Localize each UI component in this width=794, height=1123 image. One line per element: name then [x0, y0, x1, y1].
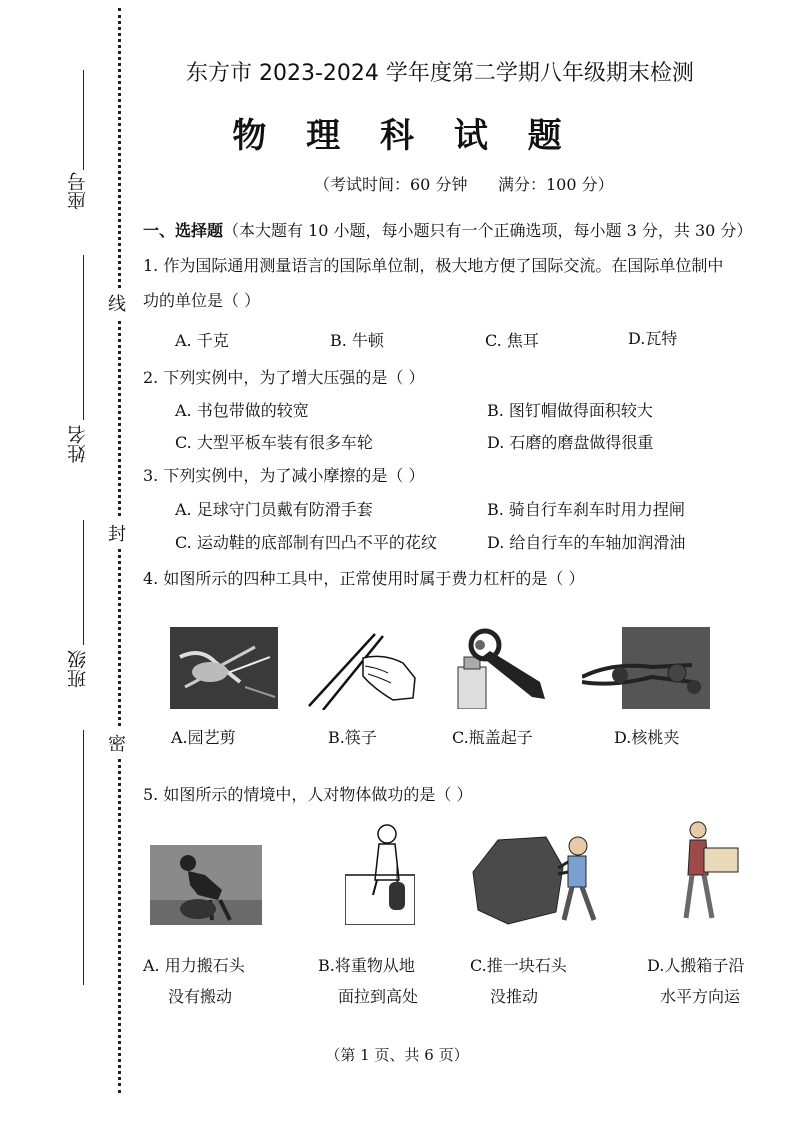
q3-option-c: C. 运动鞋的底部制有凹凸不平的花纹	[175, 533, 437, 552]
q5-caption-c-line1: C.推一块石头	[470, 956, 567, 975]
garden-shears-figure	[170, 627, 278, 709]
class-blank-line	[83, 520, 84, 645]
page-footer: （第 1 页、共 6 页）	[325, 1046, 469, 1064]
number-blank-line	[83, 730, 84, 985]
q2-option-a: A. 书包带做的较宽	[175, 401, 309, 420]
q2-option-d: D. 石磨的磨盘做得很重	[487, 433, 654, 452]
exam-title: 东方市 2023-2024 学年度第二学期八年级期末检测	[186, 61, 694, 86]
q3-option-d: D. 给自行车的车轴加润滑油	[487, 533, 686, 552]
binding-dotted-line	[118, 8, 121, 1093]
q5-caption-c-line2: 没推动	[490, 987, 539, 1006]
seal-line-mark: 线	[108, 288, 126, 318]
push-stone-figure	[468, 832, 604, 927]
section-title: 一、选择题	[143, 221, 224, 240]
name-blank-line	[83, 255, 84, 420]
seal-seal-mark: 封	[108, 518, 126, 548]
subject-title: 物 理 科 试 题	[232, 116, 576, 156]
q2-option-c: C. 大型平板车装有很多车轮	[175, 433, 373, 452]
q4-caption-b: B.筷子	[328, 728, 377, 747]
seat-label: 座号	[67, 172, 89, 210]
q1-option-d: D.瓦特	[628, 329, 678, 348]
q3-option-a: A. 足球守门员戴有防滑手套	[175, 500, 373, 519]
q2-stem: 2. 下列实例中，为了增大压强的是（ ）	[143, 368, 425, 387]
class-label: 班级	[67, 650, 89, 688]
q3-stem: 3. 下列实例中，为了减小摩擦的是（ ）	[143, 466, 425, 485]
name-label: 姓名	[67, 425, 89, 463]
lift-stone-figure	[150, 845, 262, 925]
q4-caption-a: A.园艺剪	[171, 728, 236, 747]
q5-caption-d-line1: D.人搬箱子沿	[647, 956, 745, 975]
q1-stem-line2: 功的单位是（ ）	[143, 291, 261, 310]
q5-stem: 5. 如图所示的情境中，人对物体做功的是（ ）	[143, 785, 473, 804]
q1-stem-line1: 1. 作为国际通用测量语言的国际单位制，极大地方便了国际交流。在国际单位制中	[143, 256, 724, 275]
q5-caption-d-line2: 水平方向运	[660, 987, 741, 1006]
q2-option-b: B. 图钉帽做得面积较大	[487, 401, 653, 420]
seal-close-mark: 密	[108, 728, 126, 758]
q5-caption-a-line2: 没有搬动	[168, 987, 233, 1006]
exam-info: （考试时间：60 分钟 满分：100 分）	[314, 175, 614, 194]
pull-weight-figure	[345, 820, 415, 925]
section-heading	[143, 218, 752, 241]
q1-option-a: A. 千克	[175, 331, 229, 350]
chopsticks-figure	[303, 628, 418, 710]
q4-stem: 4. 如图所示的四种工具中，正常使用时属于费力杠杆的是（ ）	[143, 569, 585, 588]
q5-caption-a-line1: A. 用力搬石头	[143, 956, 245, 975]
q1-option-b: B. 牛顿	[330, 331, 384, 350]
nutcracker-figure	[582, 627, 710, 709]
q5-caption-b-line1: B.将重物从地	[318, 956, 415, 975]
q3-option-b: B. 骑自行车刹车时用力捏闸	[487, 500, 685, 519]
bottle-opener-figure	[440, 627, 550, 709]
q1-option-c: C. 焦耳	[485, 331, 539, 350]
q4-caption-d: D.核桃夹	[614, 728, 680, 747]
q4-caption-c: C.瓶盖起子	[452, 728, 533, 747]
carry-box-figure	[676, 820, 746, 925]
section-note: （本大题有 10 小题，每小题只有一个正确选项，每小题 3 分，共 30 分）	[223, 221, 753, 240]
q5-caption-b-line2: 面拉到高处	[338, 987, 419, 1006]
